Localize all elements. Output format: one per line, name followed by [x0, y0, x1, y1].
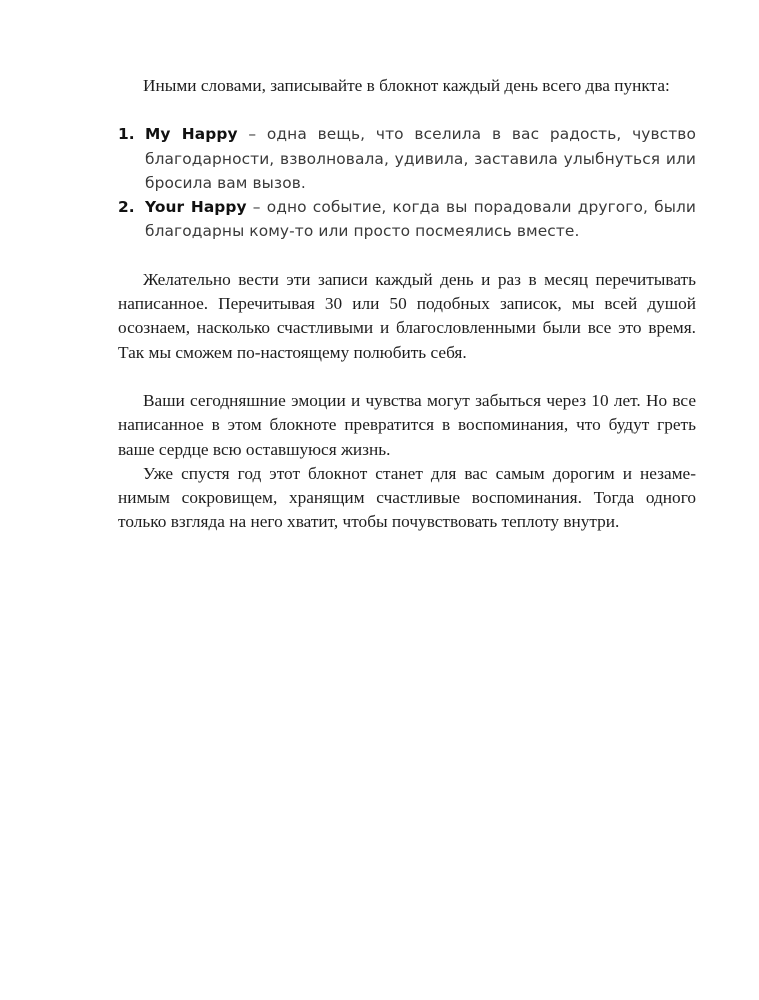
spacer [118, 365, 696, 389]
intro-paragraph: Иными словами, записывайте в блокнот каждый день всего два пункта: [143, 76, 670, 95]
list-item-my-happy [118, 122, 696, 195]
list-item-body [145, 122, 696, 195]
list-description: – одно событие, когда вы порадовали другого, были благодарны кому-то или просто посмеялись вместе. [145, 198, 696, 241]
spacer [118, 244, 696, 268]
list-item-body [145, 195, 696, 244]
list-number: 2. [118, 198, 135, 217]
body-paragraph-2: Ваши сегодняшние эмоции и чувства могут забыться через 10 лет. Но все написанное в этом блокноте превратится в воспоминания, что будут греть ваше сердце всю оставшуюся жизнь. [118, 390, 696, 459]
list-term: My Happy [145, 125, 238, 144]
page-content [118, 74, 696, 535]
body-paragraph-3: Уже спустя год этот блокнот станет для вас самым дорогим и незаменимым сокровищем, хранящим счастливые воспоминания. Тогда одного только взгляда на него хватит, чтобы почувствовать теплоту внутри. [118, 463, 696, 532]
list-term: Your Happy [145, 198, 247, 217]
spacer [118, 98, 696, 122]
list-item-your-happy [118, 195, 696, 244]
body-paragraph-1: Желательно вести эти записи каждый день и раз в месяц перечитывать написанное. Перечитывая 30 или 50 подобных записок, мы всей душой осознаем, насколько счастливыми и благословленными были все это время. Так мы сможем по-настоящему полюбить себя. [118, 269, 696, 362]
happy-list [118, 122, 696, 243]
list-description: – одна вещь, что вселила в вас радость, чувство благодарности, взволновала, удивила, заставила улыбнуться или бросила вам вызов. [145, 125, 696, 192]
list-number: 1. [118, 125, 135, 144]
